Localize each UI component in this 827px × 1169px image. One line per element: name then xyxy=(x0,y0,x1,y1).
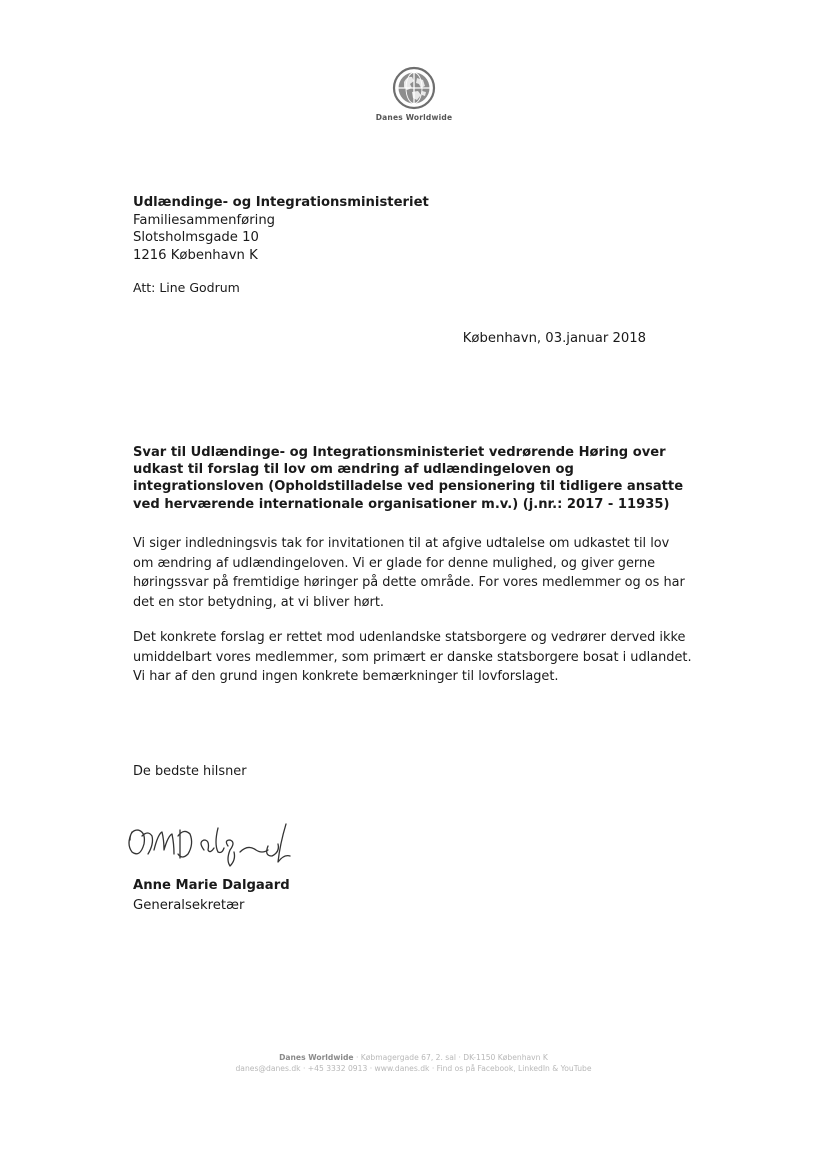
body-paragraph: Vi siger indledningsvis tak for invitationen til at afgive udtalelse om udkastet til lov om ændring af udlændingeloven. Vi er glade for denne mulighed, og giver gerne høringssvar på fremtidige høringer på dette område. For vores medlemmer og os har det en stor betydning, at vi bliver hørt. xyxy=(133,536,685,610)
attention-line: Att: Line Godrum xyxy=(133,280,240,295)
recipient-city: 1216 København K xyxy=(133,247,258,263)
handwritten-signature xyxy=(118,814,308,878)
recipient-organization: Udlændinge- og Integrationsministeriet xyxy=(133,195,429,210)
footer-line-2: danes@danes.dk · +45 3332 0913 · www.danes.dk · Find os på Facebook, LinkedIn & YouTube xyxy=(235,1064,592,1073)
recipient-street: Slotsholmsgade 10 xyxy=(133,230,259,245)
globe-logo-icon xyxy=(392,66,436,110)
footer-line-1 xyxy=(0,1052,827,1063)
recipient-department: Familiesammenføring xyxy=(133,212,276,228)
letter-subject: Svar til Udlændinge- og Integrationsministeriet vedrørende Høring over udkast til forslag til lov om ændring af udlændingeloven og integrationsloven (Opholdstilladelse ved pensionering til tidligere ansatte ved herværende internationale organisationer m.v.) (j.nr.: 2017 - 11935) xyxy=(133,445,684,512)
signer-title: Generalsekretær xyxy=(133,898,245,913)
footer-address: · Købmagergade 67, 2. sal · DK-1150 København K xyxy=(353,1053,548,1062)
letter-date: København, 03.januar 2018 xyxy=(462,331,646,346)
signer-block xyxy=(133,876,290,916)
letter-footer xyxy=(0,1052,827,1074)
danes-worldwide-logo xyxy=(364,66,464,122)
footer-organization: Danes Worldwide xyxy=(279,1053,354,1062)
closing-greeting: De bedste hilsner xyxy=(133,764,247,779)
body-paragraph: Det konkrete forslag er rettet mod udenlandske statsborgere og vedrører derved ikke umiddelbart vores medlemmer, som primært er danske statsborgere bosat i udlandet. Vi har af den grund ingen konkrete bemærkninger til lovforslaget. xyxy=(133,630,692,685)
recipient-address xyxy=(133,194,429,264)
logo-text: Danes Worldwide xyxy=(375,113,453,122)
signer-name: Anne Marie Dalgaard xyxy=(133,878,290,893)
